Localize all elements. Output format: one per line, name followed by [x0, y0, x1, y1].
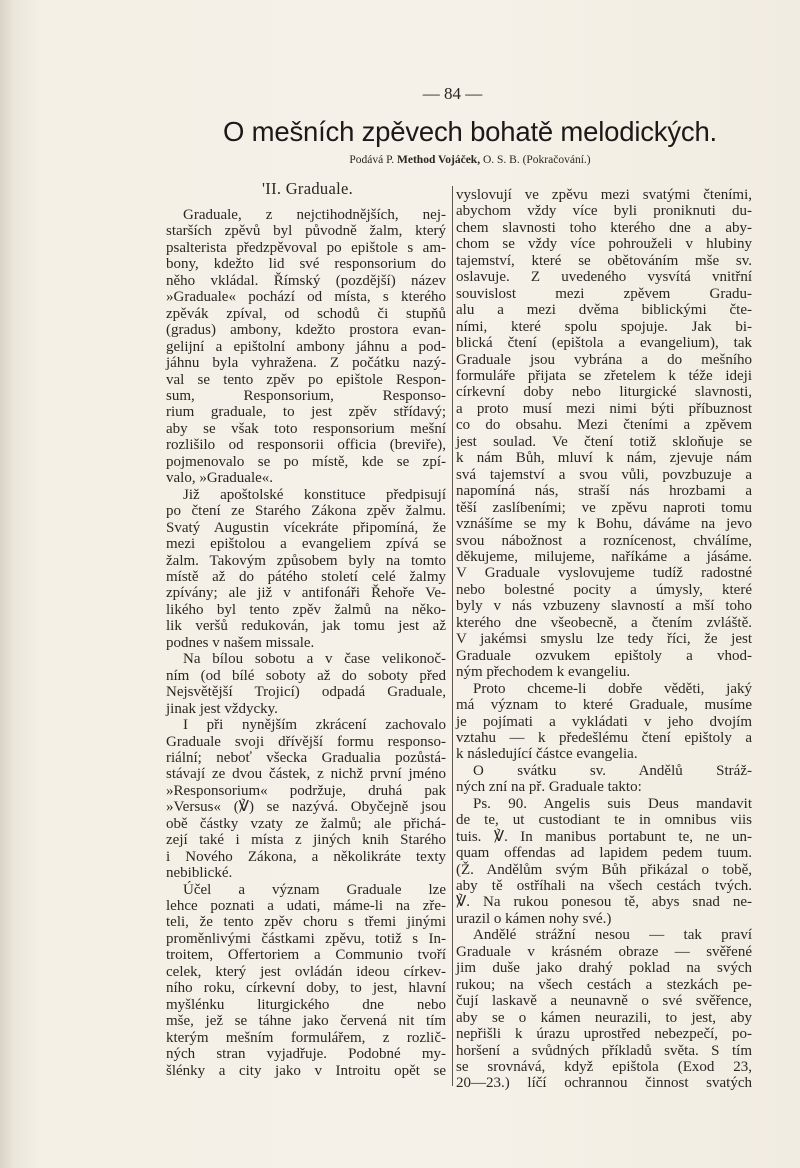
text-line: ným přechodem k evangeliu.	[456, 664, 631, 681]
text-line: kterým mešním formulářem, z rozlič-	[166, 1029, 446, 1046]
text-line: de te, ut custodiant te in omnibus viis	[456, 812, 752, 829]
paragraph	[166, 882, 446, 1079]
paragraph	[166, 487, 446, 652]
text-line: chom se vždy více pohrouželi v hlubiny	[456, 236, 752, 253]
text-line: jinak jest vždycky.	[166, 700, 278, 717]
text-line: Ps. 90. Angelis suis Deus mandavit	[473, 795, 752, 812]
text-line: abychom vždy více byli proniknuti du-	[456, 203, 752, 220]
text-line: šlénky a city jako v Introitu opět se	[166, 1062, 446, 1079]
text-line: Graduale ozvukem epištoly a vhod-	[456, 647, 752, 664]
text-line: ního roku, církevní doby, to jest, hlavní	[166, 980, 446, 997]
text-line: církevní doby nebo liturgické slavnosti,	[456, 384, 752, 401]
text-line: lik veršů redukován, jak tomu jest až	[166, 618, 446, 635]
paragraph	[456, 187, 752, 681]
text-line: svá tajemství a svou vůli, povzbuzuje a	[456, 466, 752, 483]
text-line: quam offendas ad lapidem pedem tuum.	[456, 845, 752, 862]
text-line: svou nábožnost a roznícenost, chválíme,	[456, 532, 752, 549]
text-line: těší zaslíbeními; ve zpěvu naproti tomu	[456, 499, 752, 516]
paragraph	[166, 717, 446, 882]
text-line: jim duše jako drahý poklad na svých	[456, 960, 752, 977]
text-line: ℣. Na rukou ponesou tě, abys snad ne-	[456, 894, 752, 911]
text-line: proměnlivými částkami zpěvu, totiž s In-	[166, 930, 446, 947]
text-line: Účel a význam Graduale lze	[183, 881, 446, 898]
text-line: rium graduale, to jest zpěv střídavý;	[166, 404, 446, 421]
text-line: blická čtení (epištola a evangelium), tak	[456, 335, 752, 352]
text-line: »Versus« (℣) se nazývá. Obyčejně jsou	[166, 799, 446, 816]
text-line: riální; neboť všecka Gradualia pozůstá-	[166, 749, 446, 766]
paragraph	[166, 207, 446, 487]
text-line: O svátku sv. Andělů Stráž-	[473, 762, 752, 779]
text-line: nepřišli k úrazu uprostřed nebezpečí, po-	[456, 1026, 752, 1043]
byline-suffix: O. S. B. (Pokračování.)	[482, 154, 591, 166]
text-line: jest soulad. Ve čtení totiž skloňuje se	[456, 433, 752, 450]
text-line: aby se o kámen neurazili, to jest, aby	[456, 1009, 752, 1026]
text-line: čují laskavě a neunavně o své svěřence,	[456, 993, 752, 1010]
text-line: ných zní na př. Graduale takto:	[456, 779, 642, 796]
text-line: byly v nás vzbuzeny slavností a mší toho	[456, 598, 752, 615]
text-line: Andělé strážní nesou — tak praví	[473, 927, 752, 944]
text-line: teli, že tento zpěv choru s třemi jinými	[166, 914, 446, 931]
text-line: aby tě ostříhali na všech cestách tvých.	[456, 878, 752, 895]
text-line: celek, který jest ovládán ideou církev-	[166, 963, 446, 980]
text-line: horšení a svůdných příkladů světa. S tím	[456, 1042, 752, 1059]
text-line: alu a mezi dvěma biblickými čte-	[456, 302, 752, 319]
paragraph	[456, 763, 752, 796]
text-line: mše, jež se táhne jako červená nit tím	[166, 1013, 446, 1030]
text-line: urazil o kámen nohy své.)	[456, 910, 612, 927]
article-title: O mešních zpěvech bohatě melodických.	[223, 116, 717, 147]
text-line: Graduale, z nejctihodnějších, nej-	[183, 207, 446, 223]
text-line: myšlénku liturgického dne nebo	[166, 996, 446, 1013]
text-line: oslavuje. Z uvedeného vysvítá vnitřní	[456, 269, 752, 286]
paragraph	[456, 796, 752, 928]
text-line: nebiblické.	[166, 865, 233, 882]
text-line: Graduale v krásném obraze — svěřené	[456, 943, 752, 960]
text-line: I při nynějším zkrácení zachovalo	[183, 717, 446, 734]
text-line: nebo bolestné pocity a úmysly, které	[456, 581, 752, 598]
text-line: tajemství, které se obětováním mše sv.	[456, 252, 752, 269]
text-line: stávají ze dvou částek, z nichž první jméno	[166, 766, 446, 783]
text-line: psalterista předzpěvoval po epištole s am-	[166, 239, 446, 256]
text-line: val se tento zpěv po epištole Respon-	[166, 371, 446, 388]
text-line: kterého dne všeobecně, a čtením zvláště.	[456, 614, 752, 631]
section-heading: 'II. Graduale.	[262, 179, 354, 198]
text-line: co do obsahu. Mezi čteními a zpěvem	[456, 417, 752, 434]
byline-prefix: Podává P.	[349, 154, 395, 166]
text-line: »Graduale« pochází od místa, s kterého	[166, 289, 446, 306]
text-line: formuláře přijata se zřetelem k téže ideji	[456, 367, 752, 384]
text-line: zejí také i místa z jiných knih Starého	[166, 832, 446, 849]
text-line: má význam to které Graduale, musíme	[456, 697, 752, 714]
text-line: (gradus) ambony, kdežto prostora evan-	[166, 322, 446, 339]
paragraph	[166, 651, 446, 717]
text-line: ními, které spolu spojuje. Jak bi-	[456, 318, 752, 335]
text-line: pojmenovalo se po místě, kde se zpí-	[166, 453, 446, 470]
text-line: starších zpěvů byl původně žalm, který	[166, 223, 446, 240]
text-line: V jakémsi smyslu lze tedy říci, že jest	[456, 631, 752, 648]
text-line: k následující částce evangelia.	[456, 746, 638, 763]
text-line: »Responsorium« podržuje, druhá pak	[166, 782, 446, 799]
text-line: 20—23.) líčí ochrannou činnost svatých	[456, 1075, 752, 1092]
text-line: (Ž. Andělům svým Bůh přikázal o tobě,	[456, 861, 752, 878]
text-line: rozlišilo od responsorii officia (breviře),	[166, 437, 446, 454]
text-line: gelijní a epištolní ambony jáhnu a pod-	[166, 338, 446, 355]
page-number: — 84 —	[422, 84, 483, 103]
text-line: místě až do pátého století celé žalmy	[166, 568, 446, 585]
text-line: děkujeme, milujeme, naříkáme a jásáme.	[456, 548, 752, 565]
text-line: likého byl tento zpěv žalmů na něko-	[166, 601, 446, 618]
byline	[190, 154, 750, 166]
text-line: mezi epištolou a evangeliem zpívá se	[166, 536, 446, 553]
text-line: Graduale svoji dřívější formu responso-	[166, 733, 446, 750]
text-line: sum, Responsorium, Responso-	[166, 387, 446, 404]
text-line: i Nového Zákona, a několikráte texty	[166, 848, 446, 865]
text-line: rukou; na všech cestách a stezkách pe-	[456, 976, 752, 993]
text-line: jáhnu byla vyhražena. Z počátku nazý-	[166, 355, 446, 372]
text-line: napomíná nás, straší nás hrozbami a	[456, 483, 752, 500]
text-line: souvislost mezi zpěvem Gradu-	[456, 285, 752, 302]
text-line: Již apoštolské konstituce předpisují	[183, 486, 446, 503]
text-line: vyslovují ve zpěvu mezi svatými čteními,	[456, 187, 752, 203]
text-line: bony, kdežto lid své responsorium do	[166, 256, 446, 273]
text-line: po čtení ze Starého Zákona zpěv žalmu.	[166, 503, 446, 520]
byline-author: Method Vojáček,	[397, 154, 481, 166]
text-line: Graduale jsou vybrána a do mešního	[456, 351, 752, 368]
text-line: tuis. ℣. In manibus portabunt te, ne un-	[456, 828, 752, 845]
text-line: obě částky vzaty ze žalmů; ale přichá-	[166, 815, 446, 832]
text-line: aby se však toto responsorium mešní	[166, 420, 446, 437]
text-line: vznášíme se my k Bohu, dáváme na jevo	[456, 516, 752, 533]
text-line: žalm. Takovým způsobem byly na tomto	[166, 552, 446, 569]
paragraph	[456, 681, 752, 763]
text-line: podnes v našem missale.	[166, 634, 315, 651]
text-line: troitem, Offertoriem a Communio tvoří	[166, 947, 446, 964]
text-line: Na bílou sobotu a v čase velikonoč-	[183, 651, 446, 668]
text-line: je pojímati a vykládati v jeho dvojím	[456, 713, 752, 730]
text-line: lehce poznati a udati, máme-li na zře-	[166, 898, 446, 915]
text-line: k nám Bůh, mluví k nám, zjevuje nám	[456, 450, 752, 467]
text-line: a proto musí mezi nimi býti příbuznost	[456, 400, 752, 417]
left-column	[166, 207, 446, 1079]
text-line: V Graduale vyslovujeme tudíž radostné	[456, 565, 752, 582]
text-line: Nejsvětější Trojicí) odpadá Graduale,	[166, 684, 446, 701]
text-line: zpívány; ale již v antifonáři Řehoře Ve-	[166, 585, 446, 602]
text-line: valo, »Graduale«.	[166, 470, 274, 487]
text-line: Proto chceme-li dobře věděti, jaký	[473, 680, 752, 697]
text-line: Svatý Augustin vícekráte připomíná, že	[166, 519, 446, 536]
paragraph	[456, 927, 752, 1092]
text-line: chem slavnosti toho kterého dne a aby-	[456, 219, 752, 236]
text-line: vztahu — k předešlému čtení epištoly a	[456, 729, 752, 746]
right-column	[456, 187, 752, 1092]
text-line: zpěvák zpíval, od schodů či stupňů	[166, 305, 446, 322]
text-line: ných stran vyjadřuje. Podobné my-	[166, 1046, 446, 1063]
text-line: něho vkládal. Římský (pozdější) název	[166, 272, 446, 289]
text-line: se srovnává, když epištola (Exod 23,	[456, 1059, 752, 1076]
column-divider	[452, 186, 453, 1086]
text-line: ním (od bílé soboty až do soboty před	[166, 667, 446, 684]
